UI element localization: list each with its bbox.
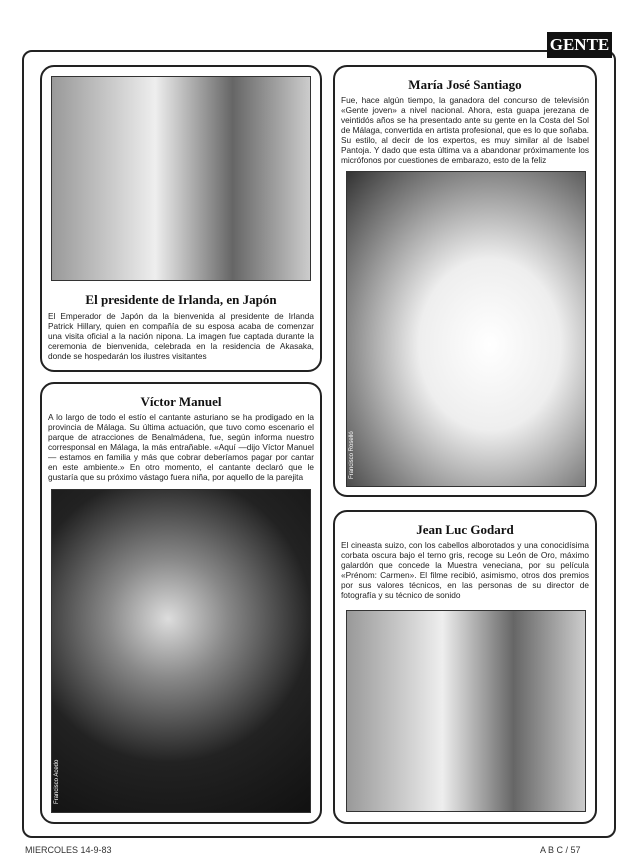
- footer-page-number: A B C / 57: [540, 845, 581, 855]
- footer-date: MIERCOLES 14-9-83: [25, 845, 112, 855]
- photo-godard-award: [346, 610, 586, 812]
- section-tag: GENTE: [547, 32, 612, 58]
- headline: María José Santiago: [408, 77, 522, 92]
- photo-credit: Francisco Acedo: [54, 759, 60, 804]
- photo-credit: Francisco Roselló: [349, 431, 355, 479]
- article-maria-jose-santiago: [333, 65, 597, 497]
- article-godard: [333, 510, 597, 824]
- article-body: El cineasta suizo, con los cabellos alborotados y una conocidísima corbata oscura bajo el terno gris, recoge su León de Oro, máximo galardón que concede la Muestra veneciana, por su película «Prénom: Carmen». El filme recibió, asimismo, otros dos premios por sus valores técnicos, en las personas de su director de fotografía y su técnico de sonido: [341, 540, 589, 600]
- photo-victor-manuel-guitar: [51, 489, 311, 813]
- article-irlanda: [40, 65, 322, 372]
- photo-singer-white-dress: [346, 171, 586, 487]
- article-body: Fue, hace algún tiempo, la ganadora del concurso de televisión «Gente joven» a nivel nacional. Ahora, esta guapa jerezana de veintidós años se ha presentado ante su gente en la Costa del Sol de Málaga, convertida en artista profesional, que es lo que soñaba. Su estilo, al decir de los expertos, es muy similar al de Isabel Pantoja. Y dado que esta última va a abandonar próximamente los micrófonos por cuestiones de embarazo, esto de la feliz: [341, 95, 589, 165]
- article-body: A lo largo de todo el estío el cantante asturiano se ha prodigado en la provincia de Málaga. Su última actuación, que tuvo como escenario el parque de atracciones de Benalmádena, fue, según informa nuestro corresponsal en Málaga, la más entrañable. «Aquí —dijo Víctor Manuel— estamos en familia y más que cobrar deberíamos pagar por cantar en este ambiente.» En otro momento, el cantante declaró que le gustaría que su próximo vástago fuera niña, por aquello de la parejita: [48, 412, 314, 482]
- headline: El presidente de Irlanda, en Japón: [85, 292, 277, 307]
- article-victor-manuel: [40, 382, 322, 824]
- article-body: El Emperador de Japón da la bienvenida al presidente de Irlanda Patrick Hillary, quien en compañía de su esposa acaba de comenzar una visita oficial a la nación nipona. La imagen fue captada durante la ceremonia de bienvenida, celebrada en la residencia de Akasaka, donde se hospedarán los ilustres visitantes: [48, 311, 314, 361]
- headline: Víctor Manuel: [140, 394, 222, 409]
- headline: Jean Luc Godard: [416, 522, 514, 537]
- photo-emperor-hillary: [51, 76, 311, 281]
